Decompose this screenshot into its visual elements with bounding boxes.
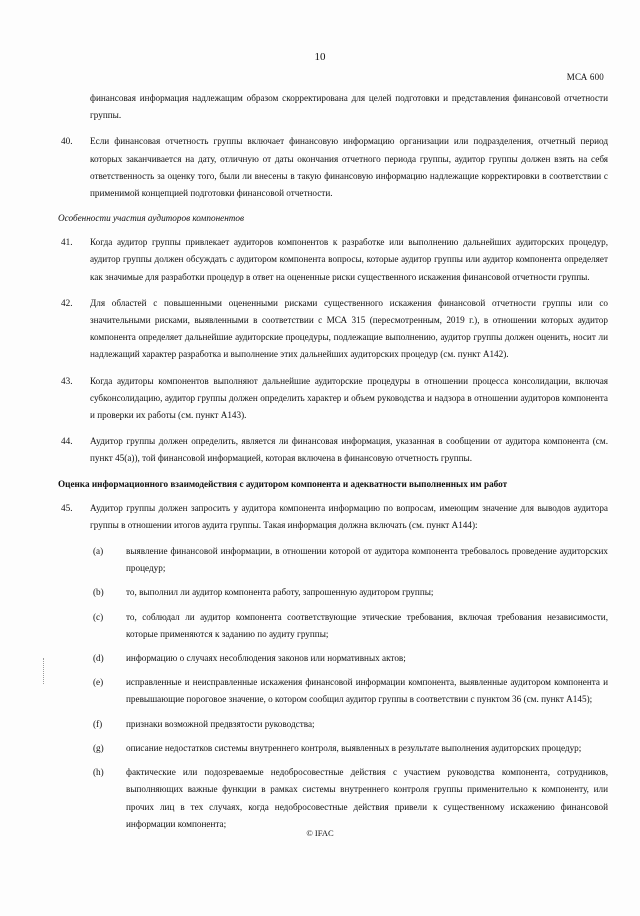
list-item-letter: (a) bbox=[93, 546, 104, 557]
list-item-letter: (f) bbox=[93, 718, 103, 729]
list-item-text: то, соблюдал ли аудитор компонента соответствующие этические требования, включая требования независимости, которые применяются к заданию по аудиту группы; bbox=[126, 611, 608, 639]
paragraph-text: Аудитор группы должен запросить у аудитора компонента информацию по вопросам, имеющим значение для выводов аудитора группы в отношении итогов аудита группы. Такая информация должна включать (см. пункт А144): bbox=[90, 502, 608, 530]
section-heading-component-auditors: Особенности участия аудиторов компонентов bbox=[58, 213, 245, 224]
list-item-letter: (d) bbox=[93, 653, 104, 664]
list-item-text: выявление финансовой информации, в отношении которой от аудитора компонента требовалось проведение аудиторских процедур; bbox=[126, 546, 608, 574]
paragraph-text: Когда аудиторы компонентов выполняют дальнейшие аудиторские процедуры в отношении процесса консолидации, включая субконсолидацию, аудитор группы должен определить характер и объем руководства и надзора в отношении аудиторов компонента и проверки их работы (см. пункт А143). bbox=[90, 375, 608, 421]
list-item-g bbox=[58, 740, 608, 757]
paragraph-text: Если финансовая отчетность группы включает финансовую информацию организации или подразделения, отчетный период которых заканчивается на дату, отличную от даты окончания отчетного периода группы, аудитор группы должен взять на себя ответственность за оценку того, были ли внесены в такую финансовую информацию надлежащие корректировки в соответствии с применимой концепцией подготовки финансовой отчетности. bbox=[90, 136, 608, 199]
page-footer-copyright: © IFAC bbox=[306, 828, 334, 838]
paragraph-text: Когда аудитор группы привлекает аудиторов компонентов к разработке или выполнению дальнейших аудиторских процедур, аудитор группы должен обсуждать с аудитором компонента вопросы, которые аудитор группы или аудитор компонента определяет как значимые для разработки процедур в ответ на оцененные риски существенного искажения финансовой отчетности группы. bbox=[90, 237, 608, 282]
list-item-letter: (e) bbox=[93, 677, 104, 688]
list-item-h bbox=[58, 764, 608, 833]
margin-mark bbox=[43, 658, 45, 684]
list-item-text: описание недостатков системы внутреннего контроля, выявленных в результате выполнения аудиторских процедур; bbox=[126, 742, 582, 753]
paragraph-text: Аудитор группы должен определить, является ли финансовая информация, указанная в сообщении от аудитора компонента (см. пункт 45(a)), той финансовой информацией, которая включена в финансовую отчетность группы. bbox=[90, 436, 608, 464]
list-item-text: информацию о случаях несоблюдения законов или нормативных актов; bbox=[126, 653, 406, 664]
list-item-letter: (b) bbox=[93, 587, 104, 598]
list-item-a bbox=[58, 543, 608, 577]
paragraph-41 bbox=[58, 234, 608, 286]
list-item-text: фактические или подозреваемые недобросовестные действия с участием руководства компонента, сотрудников, выполняющих важные функции в рамках системы внутреннего контроля группы применительно к компоненту, или прочих лиц в тех случаях, когда недобросовестные действия привели к существенному искажению финансовой информации компонента; bbox=[126, 767, 608, 829]
paragraph-text: Для областей с повышенными оцененными рисками существенного искажения финансовой отчетности группы или со значительными рисками, выявленными в соответствии с МСА 315 (пересмотренным, 2019 г.), в отношении которых аудитор компонента определяет дальнейшие аудиторские процедуры, подлежащие выполнению, аудитор группы должен оценить, носит ли надлежащий характер разработка и выполнение этих дальнейших аудиторских процедур (см. пункт А142). bbox=[90, 297, 608, 360]
paragraph-45 bbox=[58, 500, 608, 534]
paragraph-43 bbox=[58, 373, 608, 425]
paragraph-number: 42. bbox=[61, 297, 73, 308]
paragraph-number: 41. bbox=[61, 237, 73, 248]
list-item-e bbox=[58, 674, 608, 708]
paragraph-42 bbox=[58, 295, 608, 364]
list-item-b bbox=[58, 584, 608, 601]
page-number: 10 bbox=[314, 51, 326, 63]
list-item-text: исправленные и неисправленные искажения финансовой информации компонента, выявленные аудитором компонента и превышающие пороговое значение, о котором сообщил аудитор группы в соответствии с пунктом 36 (см. пункт А145); bbox=[126, 677, 608, 705]
paragraph-44 bbox=[58, 433, 608, 467]
list-item-f bbox=[58, 716, 608, 733]
standard-code: МСА 600 bbox=[566, 72, 604, 82]
paragraph-number: 43. bbox=[61, 375, 73, 386]
list-item-text: то, выполнил ли аудитор компонента работу, запрошенную аудитором группы; bbox=[126, 587, 434, 598]
list-item-c bbox=[58, 609, 608, 643]
list-item-letter: (c) bbox=[93, 611, 104, 622]
paragraph-number: 45. bbox=[61, 502, 73, 513]
paragraph-number: 40. bbox=[61, 136, 73, 147]
list-item-letter: (h) bbox=[93, 767, 104, 778]
section-heading-evaluation: Оценка информационного взаимодействия с аудитором компонента и адекватности выполненных им работ bbox=[58, 478, 508, 489]
list-item-d bbox=[58, 650, 608, 667]
paragraph-40 bbox=[58, 133, 608, 202]
paragraph-number: 44. bbox=[61, 436, 73, 447]
list-item-letter: (g) bbox=[93, 742, 104, 753]
page-body bbox=[58, 90, 608, 840]
list-item-text: признаки возможной предвзятости руководства; bbox=[126, 718, 315, 729]
continuation-paragraph: финансовая информация надлежащим образом скорректирована для целей подготовки и представления финансовой отчетности группы. bbox=[90, 93, 608, 121]
